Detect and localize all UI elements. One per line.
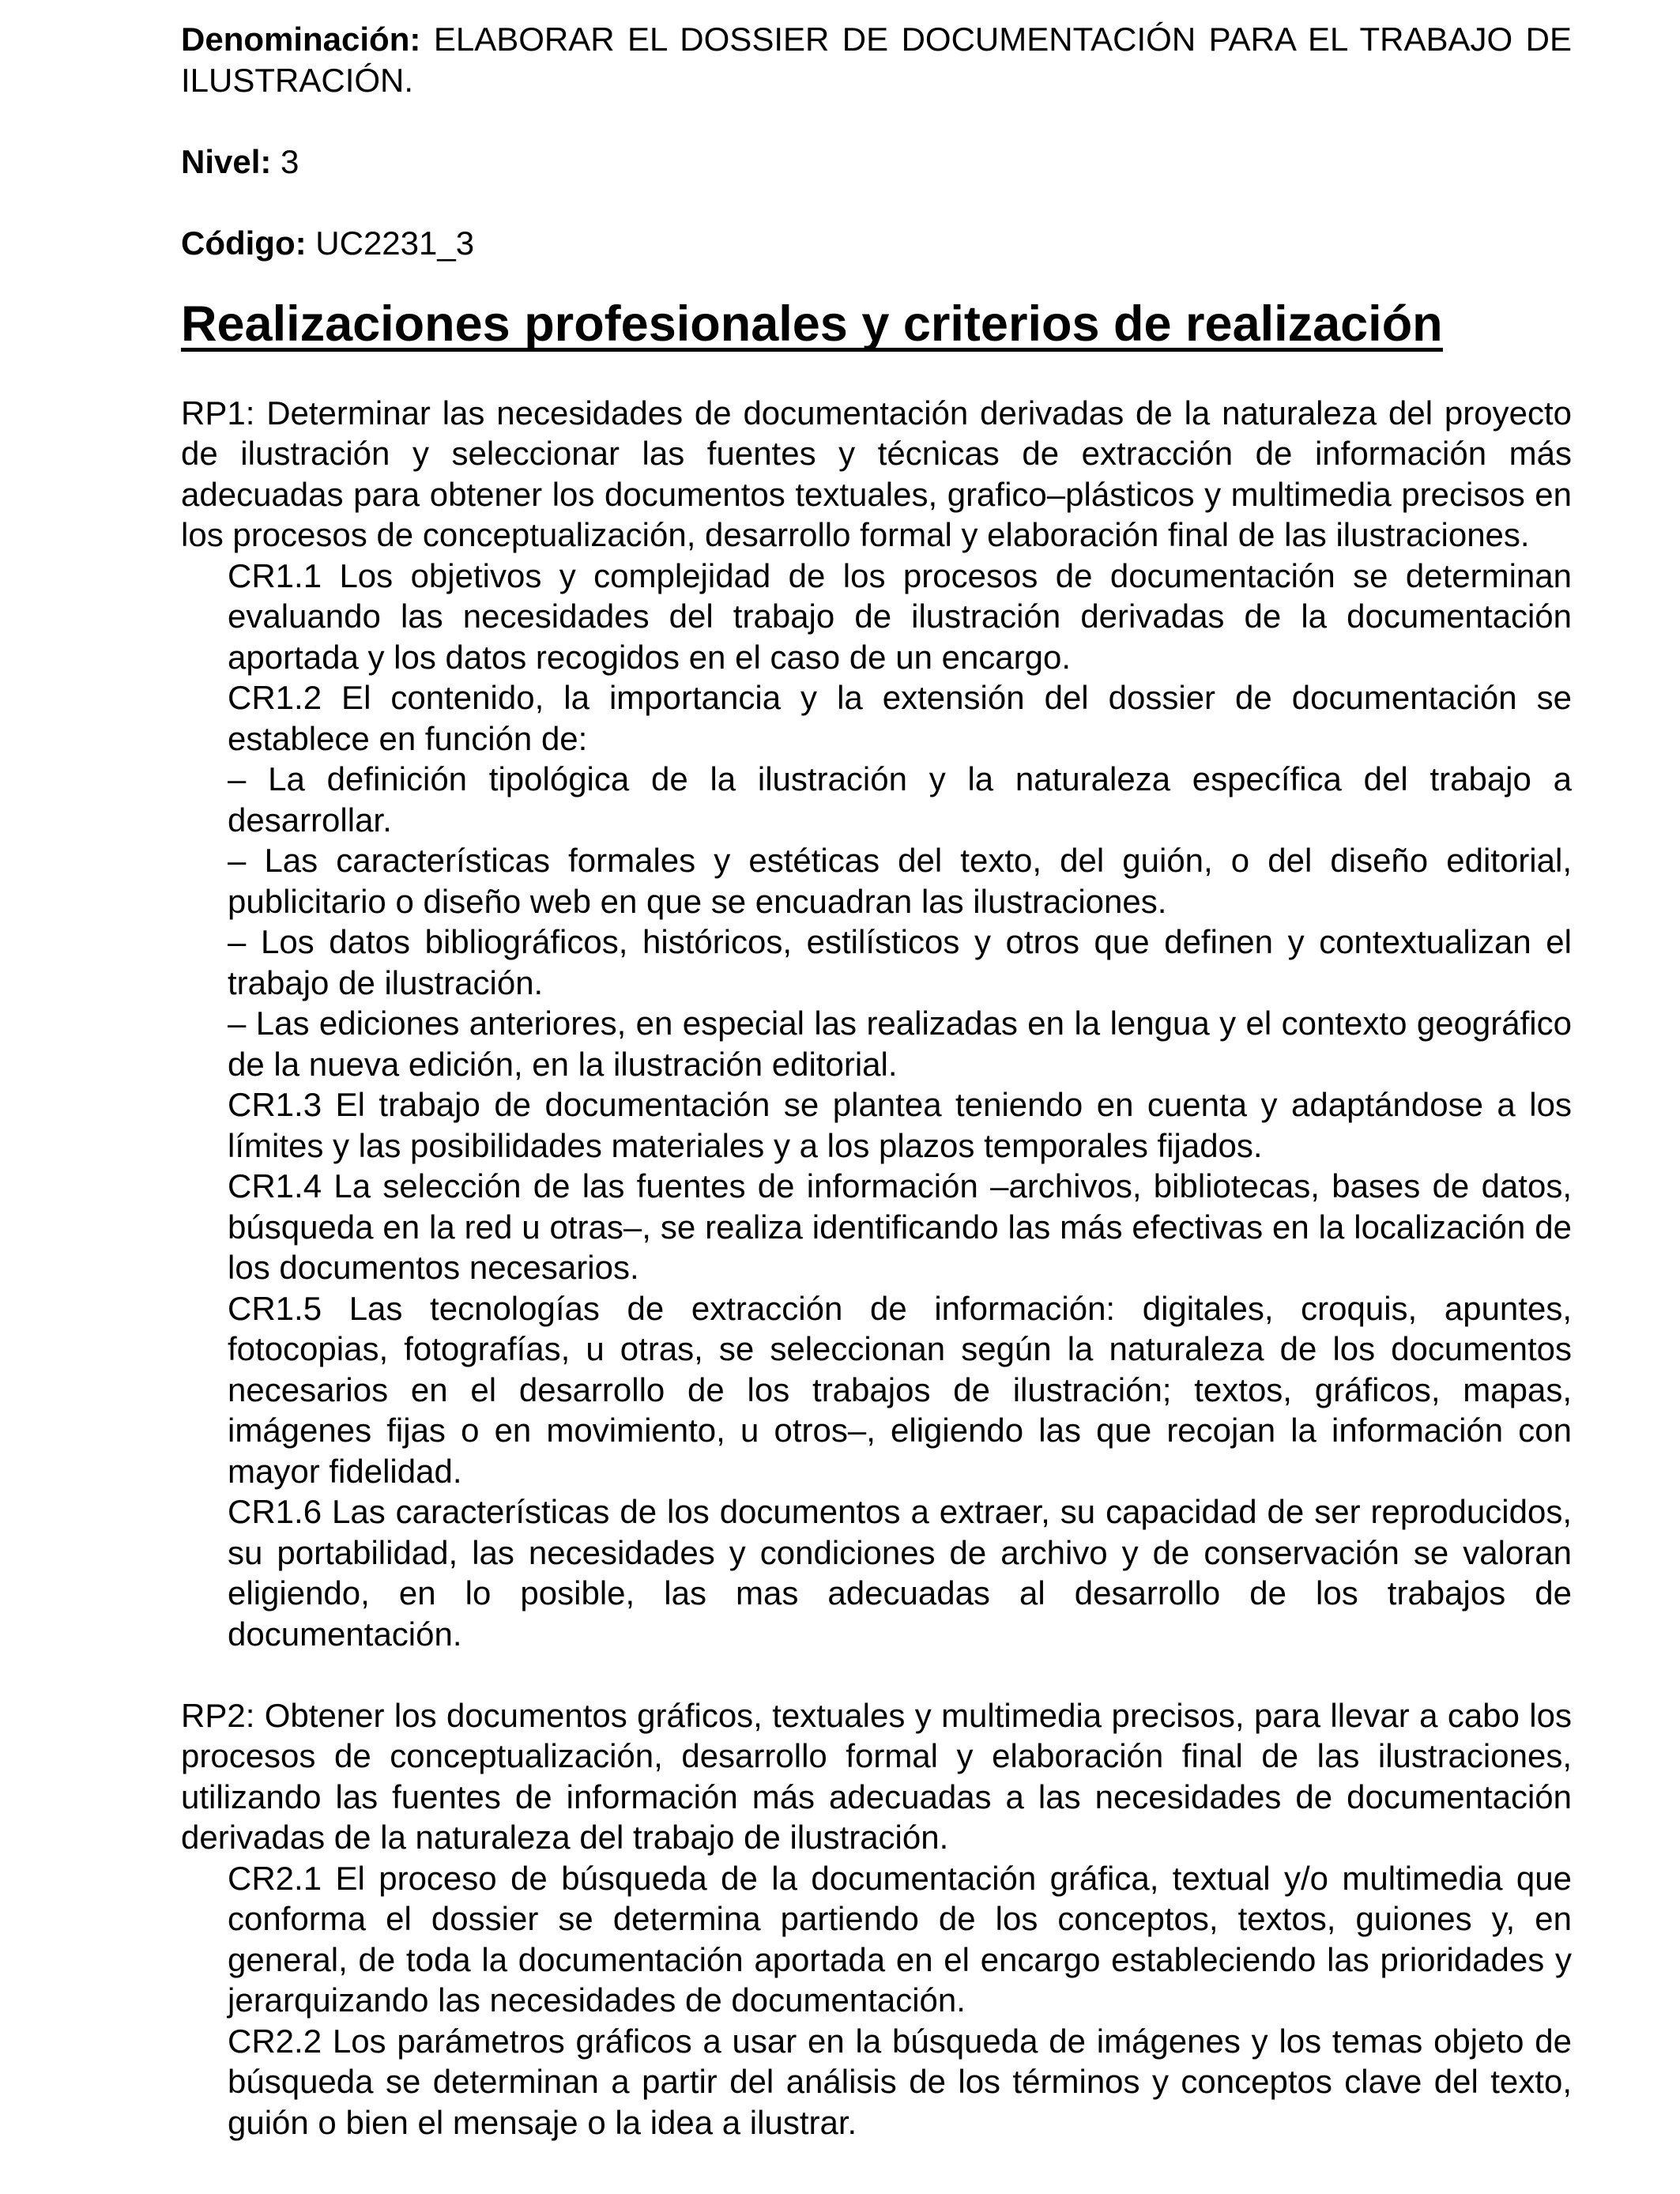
criterion-cr1-4: CR1.4 La selección de las fuentes de información –archivos, bibliotecas, bases de datos, búsqueda en la red u otras–, se realiza identificando las más efectivas en la localización de los documentos necesarios. [228, 1167, 1572, 1286]
rp2-block [181, 1695, 1572, 2143]
field-denominacion [181, 19, 1572, 100]
rp1-intro: RP1: Determinar las necesidades de documentación derivadas de la naturaleza del proyecto de ilustración y seleccionar las fuentes y técnicas de extracción de información más adecuadas para obtener los documentos textuales, grafico–plásticos y multimedia precisos en los procesos de conceptualización, desarrollo formal y elaboración final de las ilustraciones. [181, 394, 1572, 553]
criterion-cr1-2: CR1.2 El contenido, la importancia y la extensión del dossier de documentación se establece en función de: [228, 679, 1572, 757]
section-heading [181, 296, 1572, 352]
rp2-intro: RP2: Obtener los documentos gráficos, textuales y multimedia precisos, para llevar a cabo los procesos de conceptualización, desarrollo formal y elaboración final de las ilustraciones, utilizando las fuentes de información más adecuadas a las necesidades de documentación derivadas de la naturaleza del trabajo de ilustración. [181, 1696, 1572, 1856]
criterion-cr1-6: CR1.6 Las características de los documentos a extraer, su capacidad de ser reproducidos, su portabilidad, las necesidades y condiciones de archivo y de conservación se valoran eligiendo, en lo posible, las mas adecuadas al desarrollo de los trabajos de documentación. [228, 1493, 1572, 1653]
rp1-block [181, 393, 1572, 1655]
criterion-cr1-2-item-3: – Los datos bibliográficos, históricos, estilísticos y otros que definen y contextualizan el trabajo de ilustración. [228, 923, 1572, 1001]
field-denominacion-value: ELABORAR EL DOSSIER DE DOCUMENTACIÓN PARA EL TRABAJO DE ILUSTRACIÓN. [181, 21, 1573, 99]
criterion-cr2-2: CR2.2 Los parámetros gráficos a usar en la búsqueda de imágenes y los temas objeto de búsqueda se determinan a partir del análisis de los términos y conceptos clave del texto, guión o bien el mensaje o la idea a ilustrar. [228, 2022, 1572, 2141]
field-denominacion-label: Denominación: [181, 21, 421, 58]
field-nivel [181, 141, 1572, 183]
rp1-criteria [181, 556, 1572, 1655]
criterion-cr1-1: CR1.1 Los objetivos y complejidad de los procesos de documentación se determinan evaluando las necesidades del trabajo de ilustración derivadas de la documentación aportada y los datos recogidos en el caso de un encargo. [228, 556, 1572, 676]
criterion-cr1-2-item-4: – Las ediciones anteriores, en especial las realizadas en la lengua y el contexto geográfico de la nueva edición, en la ilustración editorial. [228, 1005, 1572, 1083]
criterion-cr1-2-item-1: – La definición tipológica de la ilustración y la naturaleza específica del trabajo a desarrollar. [228, 760, 1572, 839]
criterion-cr1-5: CR1.5 Las tecnologías de extracción de información: digitales, croquis, apuntes, fotocopias, fotografías, u otras, se seleccionan según la naturaleza de los documentos necesarios en el desarrollo de los trabajos de ilustración; textos, gráficos, mapas, imágenes fijas o en movimiento, u otros–, eligiendo las que recojan la información con mayor fidelidad. [228, 1289, 1572, 1490]
field-nivel-value: 3 [281, 142, 299, 180]
field-codigo-label: Código: [181, 224, 307, 262]
rp2-criteria [181, 1858, 1572, 2143]
section-heading-text: Realizaciones profesionales y criterios de realización [181, 296, 1443, 352]
criterion-cr2-1: CR2.1 El proceso de búsqueda de la documentación gráfica, textual y/o multimedia que conforma el dossier se determina partiendo de los conceptos, textos, guiones y, en general, de toda la documentación aportada en el encargo estableciendo las prioridades y jerarquizando las necesidades de documentación. [228, 1859, 1572, 2019]
criterion-cr1-3: CR1.3 El trabajo de documentación se plantea teniendo en cuenta y adaptándose a los límites y las posibilidades materiales y a los plazos temporales fijados. [228, 1086, 1572, 1164]
field-codigo [181, 223, 1572, 264]
field-codigo-value: UC2231_3 [315, 224, 475, 262]
field-nivel-label: Nivel: [181, 142, 272, 180]
criterion-cr1-2-item-2: – Las características formales y estéticas del texto, del guión, o del diseño editorial, publicitario o diseño web en que se encuadran las ilustraciones. [228, 842, 1572, 920]
